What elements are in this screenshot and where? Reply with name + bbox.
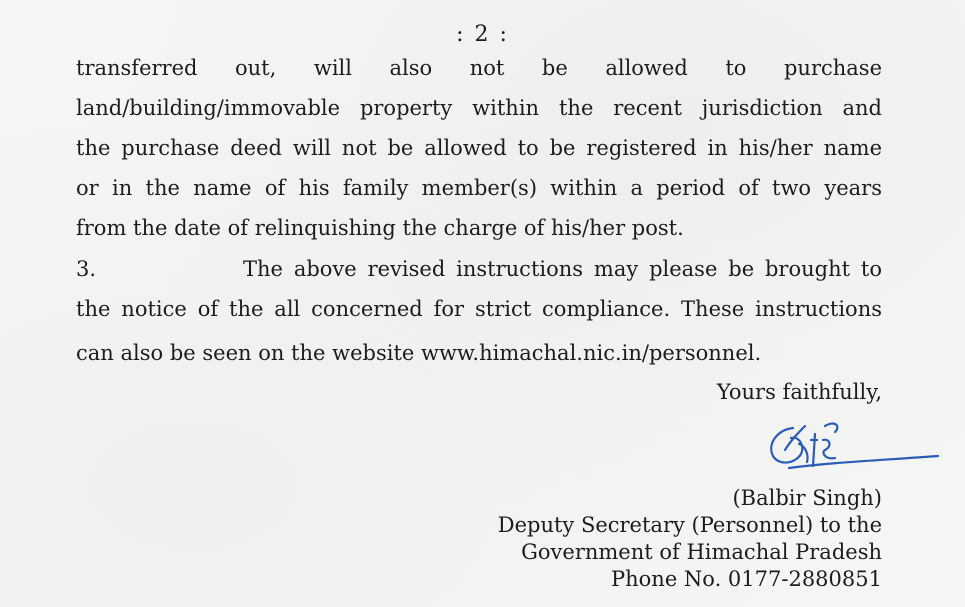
closing-salutation: Yours faithfully,: [716, 380, 882, 404]
body-line-1: transferred out, will also not be allowed to purchase: [76, 56, 882, 80]
body-line-2: land/building/immovable property within the recent jurisdiction and: [76, 96, 882, 120]
paragraph-3-line-2: the notice of the all concerned for strict compliance. These instructions: [76, 297, 882, 321]
signature-image: [755, 410, 945, 490]
signatory-phone: Phone No. 0177-2880851: [611, 567, 882, 591]
signatory-government: Government of Himachal Pradesh: [521, 540, 882, 564]
signatory-name: (Balbir Singh): [732, 486, 882, 510]
paragraph-3-line-1: The above revised instructions may please be brought to: [243, 257, 882, 281]
signatory-designation: Deputy Secretary (Personnel) to the: [497, 513, 882, 537]
body-line-4: or in the name of his family member(s) within a period of two years: [76, 176, 882, 200]
body-line-3: the purchase deed will not be allowed to be registered in his/her name: [76, 136, 882, 160]
paragraph-number: 3.: [76, 257, 97, 281]
paragraph-3-first-line: [76, 255, 882, 283]
paragraph-3-line-3: can also be seen on the website www.himachal.nic.in/personnel.: [76, 341, 762, 365]
body-line-5: from the date of relinquishing the charge of his/her post.: [76, 216, 684, 240]
page-number: : 2 :: [456, 22, 509, 47]
